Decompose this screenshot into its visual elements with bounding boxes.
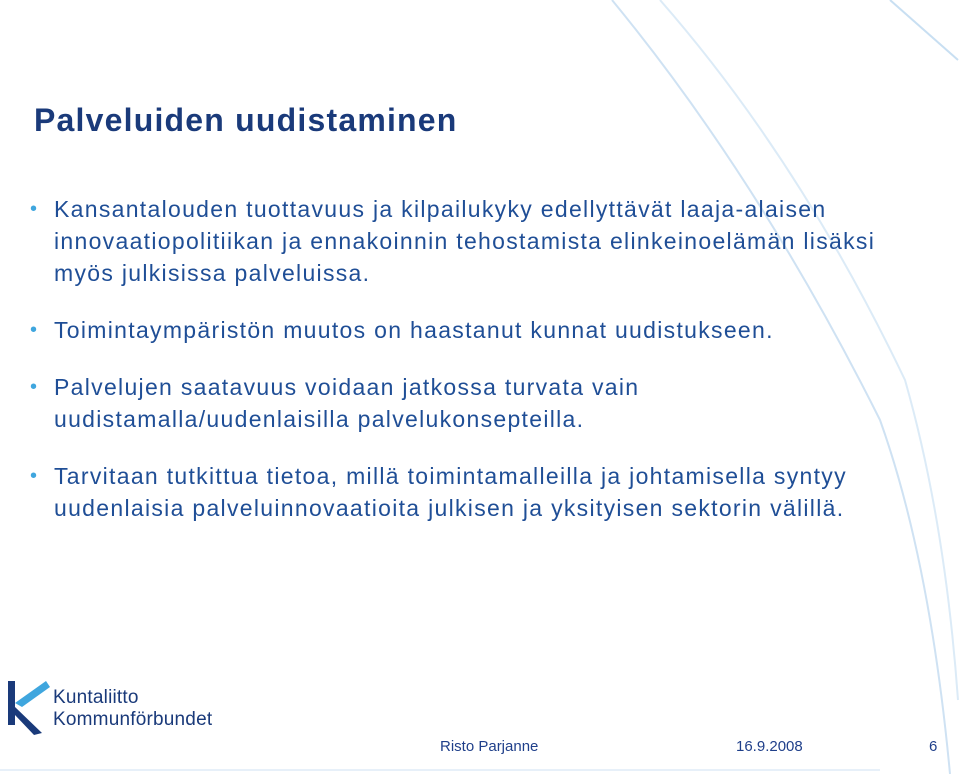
footer-page-number: 6 <box>929 738 938 755</box>
bullet-list <box>30 193 910 549</box>
logo-mark-icon <box>6 677 50 735</box>
bullet-item: • Palvelujen saatavuus voidaan jatkossa turvata vain uudistamalla/uudenlaisilla palvelukonsepteilla. <box>30 371 910 435</box>
footer-date: 16.9.2008 <box>736 738 803 755</box>
footer-author: Risto Parjanne <box>440 738 539 755</box>
logo-kuntaliitto <box>6 677 256 739</box>
bullet-item: • Tarvitaan tutkittua tietoa, millä toimintamalleilla ja johtamisella syntyy uudenlaisia palveluinnovaatioita julkisen ja yksityisen sektorin välillä. <box>30 460 910 524</box>
logo-text <box>53 687 212 731</box>
logo-line-2: Kommunförbundet <box>53 709 213 730</box>
slide-title: Palveluiden uudistaminen <box>34 102 458 138</box>
bullet-item: • Toimintaympäristön muutos on haastanut kunnat uudistukseen. <box>30 314 910 346</box>
bullet-item: • Kansantalouden tuottavuus ja kilpailukyky edellyttävät laaja-alaisen innovaatiopolitiikan ja ennakoinnin tehostamista elinkeinoelämän lisäksi myös julkisissa palveluissa. <box>30 193 910 289</box>
logo-line-1: Kuntaliitto <box>53 687 139 708</box>
